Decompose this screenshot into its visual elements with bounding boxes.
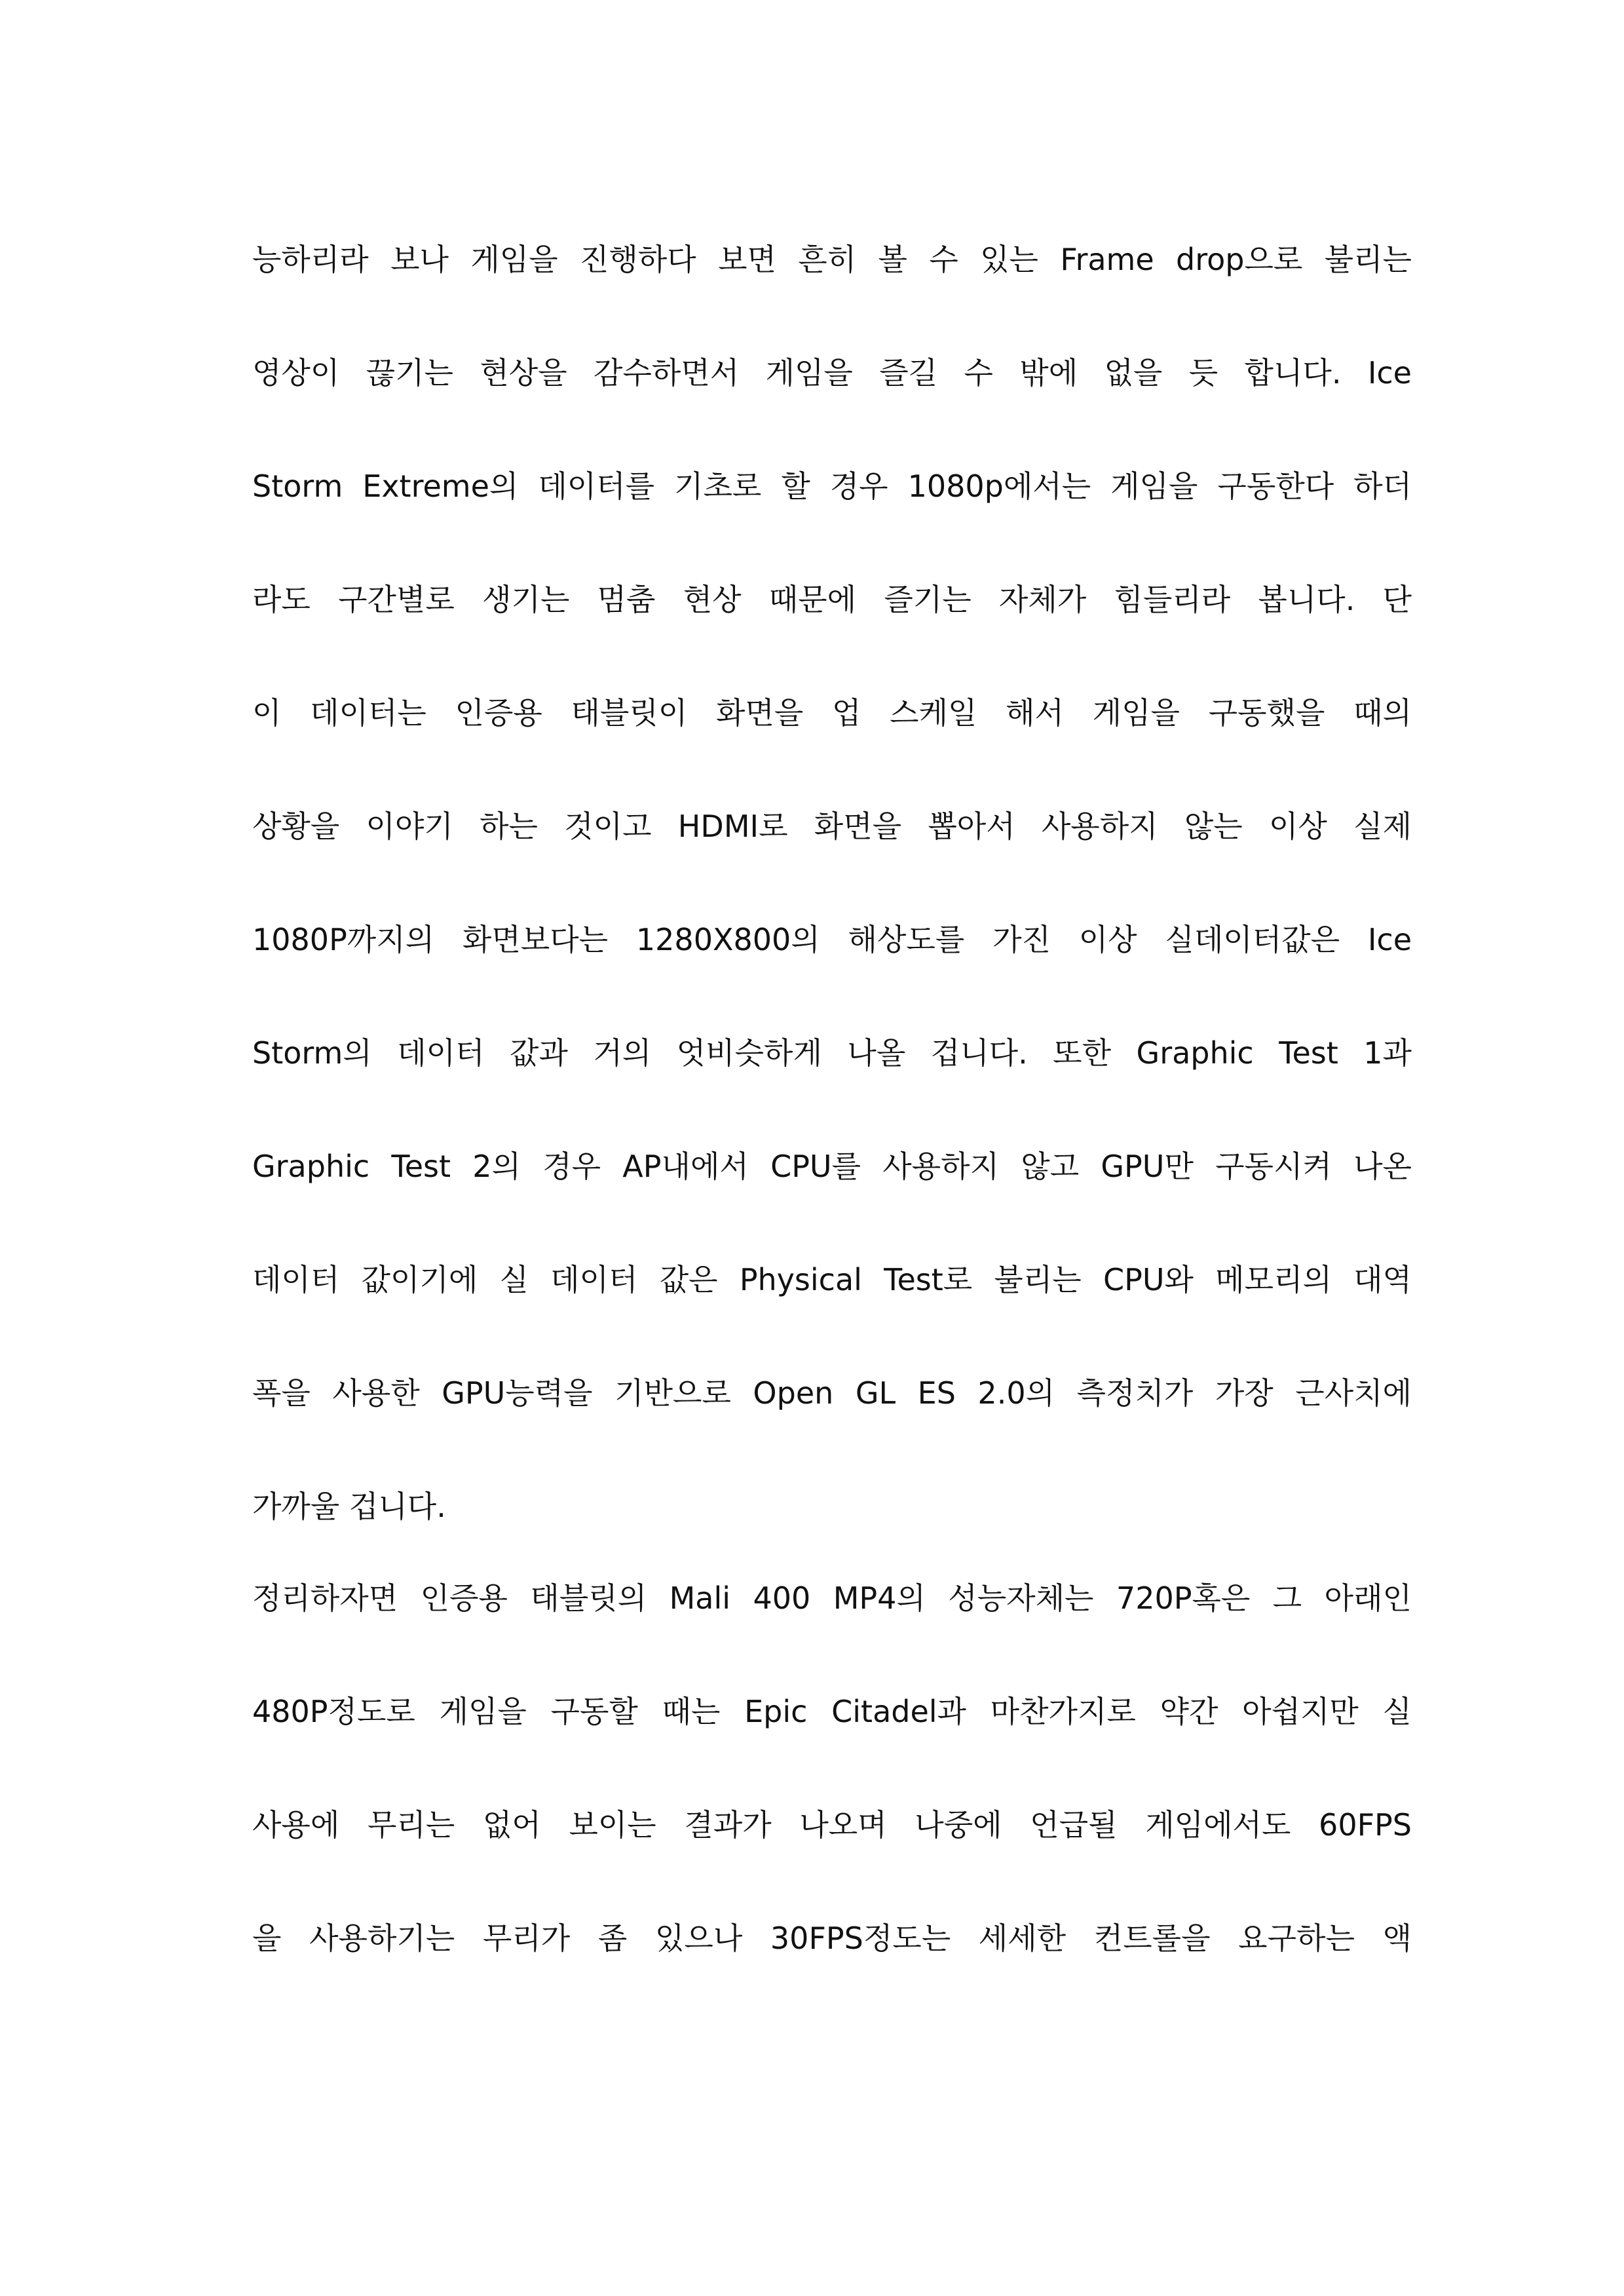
- text-line-7: 1080P까지의 화면보다는 1280X800의 해상도를 가진 이상 실데이터값은 Ice: [252, 922, 1412, 957]
- text-line-8: Storm의 데이터 값과 거의 엇비슷하게 나올 겁니다. 또한 Graphic Test 1과: [252, 1035, 1412, 1071]
- text-line-13: 정리하자면 인증용 태블릿의 Mali 400 MP4의 성능자체는 720P혹은 그 아래인: [252, 1580, 1412, 1616]
- text-line-16: 을 사용하기는 무리가 좀 있으나 30FPS정도는 세세한 컨트롤을 요구하는 액: [252, 1921, 1412, 1956]
- text-line-1: 능하리라 보나 게임을 진행하다 보면 흔히 볼 수 있는 Frame drop으로 불리는: [252, 242, 1412, 277]
- text-line-2: 영상이 끊기는 현상을 감수하면서 게임을 즐길 수 밖에 없을 듯 합니다. Ice: [252, 355, 1412, 391]
- text-line-4: 라도 구간별로 생기는 멈춤 현상 때문에 즐기는 자체가 힘들리라 봅니다. 단: [252, 582, 1412, 617]
- document-body: [252, 236, 1412, 2028]
- text-line-14: 480P정도로 게임을 구동할 때는 Epic Citadel과 마찬가지로 약간 아쉽지만 실: [252, 1694, 1412, 1729]
- text-line-15: 사용에 무리는 없어 보이는 결과가 나오며 나중에 언급될 게임에서도 60FPS: [252, 1807, 1412, 1843]
- text-line-11: 폭을 사용한 GPU능력을 기반으로 Open GL ES 2.0의 측정치가 가장 근사치에: [252, 1375, 1412, 1411]
- text-line-6: 상황을 이야기 하는 것이고 HDMI로 화면을 뽑아서 사용하지 않는 이상 실제: [252, 809, 1412, 844]
- text-line-9: Graphic Test 2의 경우 AP내에서 CPU를 사용하지 않고 GPU만 구동시켜 나온: [252, 1149, 1412, 1184]
- text-line-10: 데이터 값이기에 실 데이터 값은 Physical Test로 불리는 CPU와 메모리의 대역: [252, 1262, 1412, 1297]
- text-line-3: Storm Extreme의 데이터를 기초로 할 경우 1080p에서는 게임을 구동한다 하더: [252, 469, 1412, 504]
- text-line-5: 이 데이터는 인증용 태블릿이 화면을 업 스케일 해서 게임을 구동했을 때의: [252, 695, 1412, 731]
- text-line-12: 가까울 겁니다.: [252, 1489, 446, 1524]
